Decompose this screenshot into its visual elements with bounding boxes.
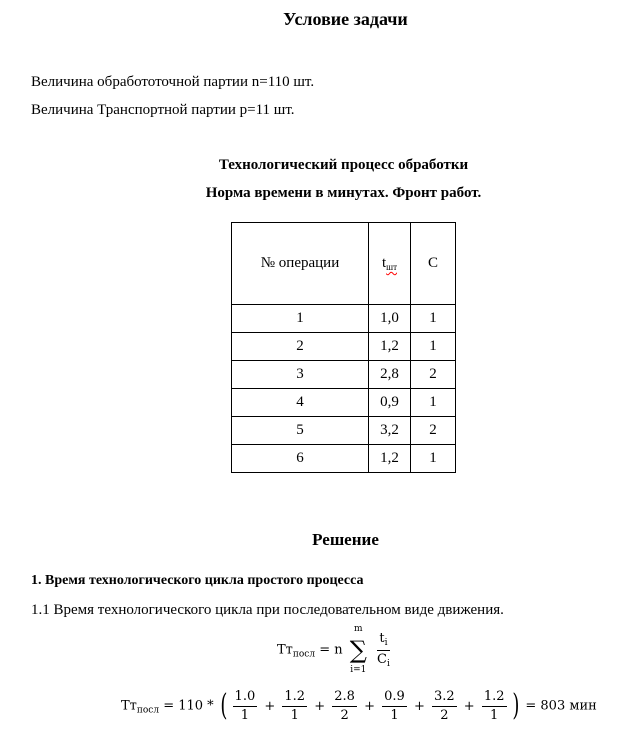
table-row <box>232 417 456 445</box>
plus-sign: + <box>459 698 479 714</box>
table-cell: 0,9 <box>369 389 411 417</box>
table-cell: 1 <box>411 333 456 361</box>
calc-fraction <box>432 689 457 723</box>
header-t <box>369 223 411 305</box>
table-cell: 1,0 <box>369 305 411 333</box>
num: t <box>379 630 385 646</box>
table-row <box>232 305 456 333</box>
calc-prefix: = 110 * <box>163 698 214 714</box>
close-paren: ) <box>511 688 519 723</box>
header-t-label: t <box>381 255 387 271</box>
table-cell: 1 <box>411 445 456 473</box>
fraction-denominator: 1 <box>290 707 299 723</box>
calc-result: = 803 мин <box>525 698 597 714</box>
section-heading: 1. Время технологического цикла простого процесса <box>31 573 364 588</box>
table-cell: 2,8 <box>369 361 411 389</box>
table-cell: 1 <box>411 389 456 417</box>
fraction-denominator: 1 <box>490 707 499 723</box>
fraction-numerator: 3.2 <box>432 689 457 707</box>
fraction-numerator: 1.2 <box>282 689 307 707</box>
header-op: № операции <box>232 223 369 305</box>
sum-top: m <box>354 624 363 634</box>
table-cell: 3,2 <box>369 417 411 445</box>
formula-lhs-sub: посл <box>292 649 316 660</box>
table-cell: 3 <box>232 361 369 389</box>
fraction-denominator: 2 <box>340 707 349 723</box>
table-cell: 1,2 <box>369 333 411 361</box>
table-cell: 6 <box>232 445 369 473</box>
fraction-denominator: 1 <box>240 707 250 723</box>
formula-general <box>277 624 393 676</box>
table-row <box>232 389 456 417</box>
page-title: Условие задачи <box>283 9 408 29</box>
header-t-sub: шт <box>386 262 398 272</box>
table-header-row <box>232 223 456 305</box>
num-sub: i <box>384 637 388 648</box>
fraction-numerator: 1.2 <box>482 689 507 707</box>
table-cell: 2 <box>411 417 456 445</box>
table-subtitle: Норма времени в минутах. Фронт работ. <box>205 185 482 201</box>
calc-fraction <box>332 689 357 723</box>
plus-sign: + <box>310 698 330 714</box>
formula-lhs: Тт <box>277 642 293 658</box>
den-sub: i <box>386 658 390 669</box>
subsection-text: 1.1 Время технологического цикла при последовательном виде движения. <box>31 602 504 618</box>
table-cell: 2 <box>411 361 456 389</box>
transport-batch-text: Величина Транспортной партии p=11 шт. <box>31 102 295 118</box>
table-cell: 1 <box>232 305 369 333</box>
table-cell: 1,2 <box>369 445 411 473</box>
fraction-numerator: 2.8 <box>332 689 357 707</box>
fraction-denominator: 1 <box>390 707 399 723</box>
table-row <box>232 361 456 389</box>
sigma-glyph: ∑ <box>349 636 367 664</box>
plus-sign: + <box>260 698 280 714</box>
sum-symbol <box>350 624 367 676</box>
operations-table <box>231 222 456 473</box>
sum-bottom: i=1 <box>350 665 367 675</box>
table-cell: 1 <box>411 305 456 333</box>
fraction-numerator: 1.0 <box>233 689 258 707</box>
table-row <box>232 445 456 473</box>
den: C <box>377 651 387 667</box>
table-row <box>232 333 456 361</box>
calc-fraction <box>482 689 507 723</box>
formula-fraction <box>377 631 390 670</box>
table-cell: 2 <box>232 333 369 361</box>
table-cell: 4 <box>232 389 369 417</box>
calc-lhs: Тт <box>121 698 137 714</box>
fraction-denominator: 2 <box>440 707 449 723</box>
plus-sign: + <box>359 698 380 714</box>
table-cell: 5 <box>232 417 369 445</box>
calc-fraction <box>382 689 407 723</box>
calc-fraction <box>282 689 307 723</box>
calc-lhs-sub: посл <box>136 705 160 716</box>
solution-title: Решение <box>312 530 379 549</box>
fraction-numerator: 0.9 <box>382 689 407 707</box>
open-paren: ( <box>220 688 228 723</box>
formula-calculation <box>121 688 597 724</box>
formula-eq: = n <box>319 642 343 658</box>
batch-size-text: Величина обработоточной партии n=110 шт. <box>31 74 315 90</box>
table-title: Технологический процесс обработки <box>218 157 469 173</box>
header-c: С <box>411 223 456 305</box>
plus-sign: + <box>409 698 429 714</box>
calc-fraction <box>233 689 258 723</box>
